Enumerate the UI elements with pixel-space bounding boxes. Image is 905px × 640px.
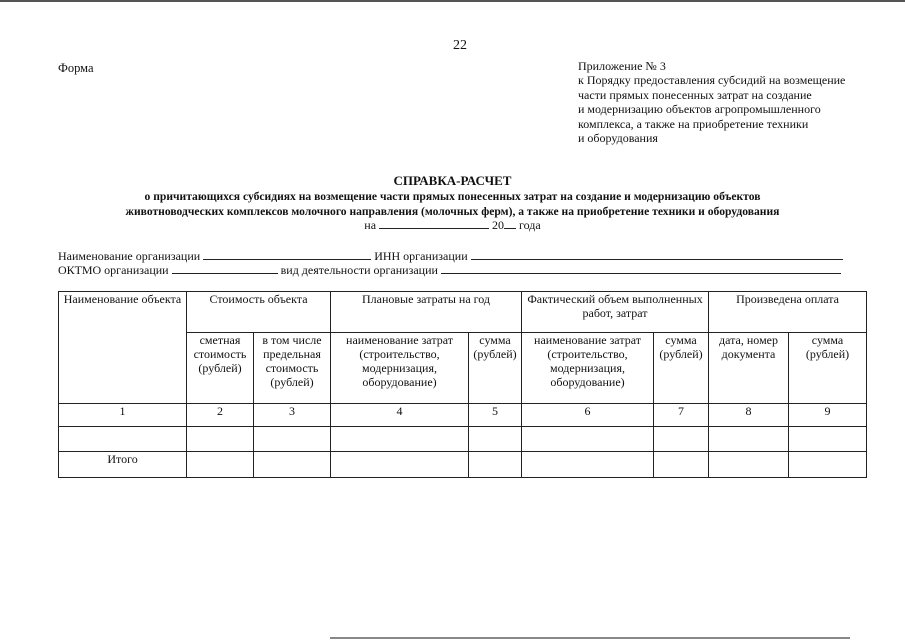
date-year-prefix: 20 — [492, 218, 505, 232]
column-number: 9 — [789, 404, 867, 427]
table-cell[interactable] — [469, 427, 522, 452]
oktmo-label: ОКТМО организации — [58, 263, 169, 277]
column-number: 7 — [654, 404, 709, 427]
page-number: 22 — [453, 38, 467, 53]
org-name-blank[interactable] — [203, 249, 371, 260]
header-object-name: Наименование объекта — [59, 292, 187, 404]
column-number: 6 — [522, 404, 654, 427]
column-number: 2 — [187, 404, 254, 427]
subheader-planned-sum: сумма (рублей) — [469, 333, 522, 404]
table-cell[interactable] — [709, 427, 789, 452]
org-name-label: Наименование организации — [58, 249, 201, 263]
table-cell[interactable] — [331, 427, 469, 452]
table-cell[interactable] — [187, 427, 254, 452]
table-cell[interactable] — [654, 452, 709, 478]
appendix-line: и оборудования — [578, 131, 658, 146]
subheader-document-date-number: дата, номер документа — [709, 333, 789, 404]
appendix-line: к Порядку предоставления субсидий на возмещение — [578, 73, 846, 88]
subheader-actual-cost-name: наименование затрат (строительство, модернизация, оборудование) — [522, 333, 654, 404]
document-subtitle — [85, 189, 820, 219]
column-number: 1 — [59, 404, 187, 427]
table-cell[interactable] — [522, 452, 654, 478]
table-cell[interactable] — [331, 452, 469, 478]
form-label: Форма — [58, 61, 94, 75]
table-cell[interactable] — [789, 452, 867, 478]
total-row — [59, 452, 867, 478]
table-cell[interactable] — [59, 427, 187, 452]
total-label: Итого — [59, 452, 187, 478]
appendix-note — [578, 59, 872, 145]
column-number: 8 — [709, 404, 789, 427]
table-cell[interactable] — [789, 427, 867, 452]
org-row-2 — [58, 263, 858, 278]
table-cell[interactable] — [522, 427, 654, 452]
subheader-planned-cost-name: наименование затрат (строительство, модернизация, оборудование) — [331, 333, 469, 404]
table-cell[interactable] — [469, 452, 522, 478]
column-number: 3 — [254, 404, 331, 427]
subheader-payment-sum: сумма (рублей) — [789, 333, 867, 404]
header-planned-costs: Плановые затраты на год — [331, 292, 522, 333]
table-cell[interactable] — [709, 452, 789, 478]
header-row — [59, 292, 867, 333]
column-number: 4 — [331, 404, 469, 427]
org-row-1 — [58, 249, 858, 264]
inn-label: ИНН организации — [374, 249, 468, 263]
subtitle-line-2: животноводческих комплексов молочного направления (молочных ферм), а также на приобретение техники и оборудования — [125, 205, 780, 218]
table-cell[interactable] — [654, 427, 709, 452]
appendix-line: комплекса, а также на приобретение техники — [578, 116, 809, 131]
table-cell[interactable] — [187, 452, 254, 478]
subtitle-line-1: о причитающихся субсидиях на возмещение части прямых понесенных затрат на создание и модернизацию объектов — [144, 190, 761, 203]
oktmo-blank[interactable] — [172, 263, 278, 274]
table-cell[interactable] — [254, 452, 331, 478]
table-cell[interactable] — [254, 427, 331, 452]
date-blank[interactable] — [379, 217, 489, 229]
subheader-estimated-cost: сметная стоимость (рублей) — [187, 333, 254, 404]
header-object-cost: Стоимость объекта — [187, 292, 331, 333]
header-actual-volume: Фактический объем выполненных работ, затрат — [522, 292, 709, 333]
year-blank[interactable] — [504, 217, 516, 229]
subheader-actual-sum: сумма (рублей) — [654, 333, 709, 404]
scan-edge-bottom — [330, 637, 850, 639]
appendix-line: и модернизацию объектов агропромышленного — [578, 102, 821, 117]
column-number: 5 — [469, 404, 522, 427]
date-prefix: на — [364, 218, 377, 232]
scan-edge-top — [0, 0, 905, 2]
header-payment-made: Произведена оплата — [709, 292, 867, 333]
document-title: СПРАВКА-РАСЧЕТ — [393, 173, 512, 188]
calculation-table — [58, 291, 867, 478]
table-row — [59, 427, 867, 452]
inn-blank[interactable] — [471, 249, 843, 260]
activity-label: вид деятельности организации — [280, 263, 438, 277]
activity-blank[interactable] — [441, 263, 841, 274]
date-suffix: года — [519, 218, 541, 232]
date-line — [0, 217, 905, 233]
column-number-row — [59, 404, 867, 427]
appendix-line: части прямых понесенных затрат на создание — [578, 87, 812, 102]
subheader-max-cost: в том числе предельная стоимость (рублей) — [254, 333, 331, 404]
appendix-line: Приложение № 3 — [578, 59, 666, 73]
